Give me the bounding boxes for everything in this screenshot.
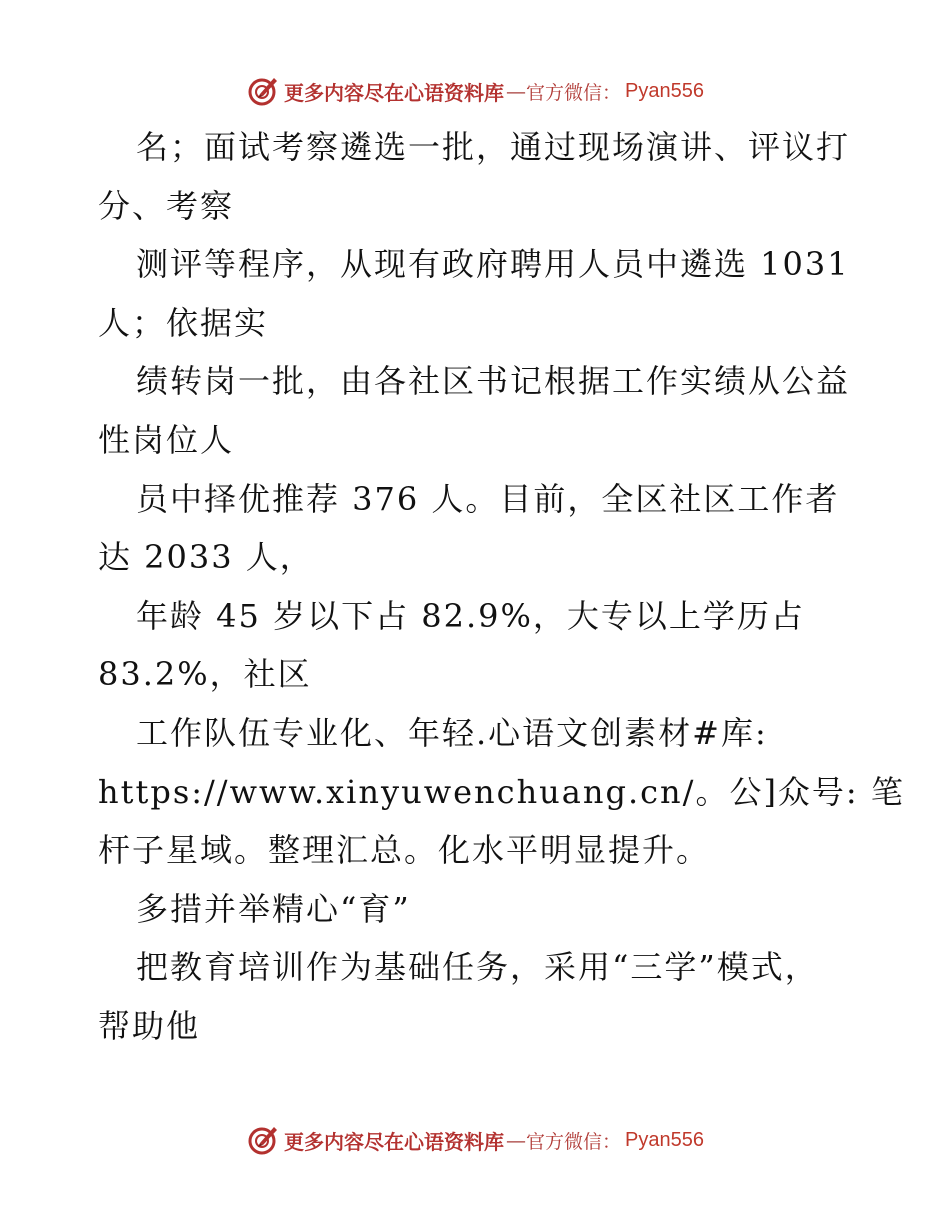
body-line: 员中择优推荐 376 人。目前，全区社区工作者	[136, 479, 840, 518]
document-body	[98, 118, 905, 1056]
body-line: 把教育培训作为基础任务，采用“三学”模式，	[136, 948, 819, 987]
footer-separator: —	[506, 1128, 524, 1152]
header-banner	[0, 71, 950, 111]
body-line: 达 2033 人，	[98, 538, 314, 577]
body-line: 人；依据实	[98, 303, 269, 342]
footer-banner	[0, 1120, 950, 1160]
brand-logo-icon	[246, 74, 280, 108]
section-heading: 多措并举精心“育”	[136, 889, 411, 928]
body-line: 83.2%，社区	[98, 655, 312, 694]
body-line: 杆子星域。整理汇总。化水平明显提升。	[98, 831, 711, 870]
brand-logo-icon	[246, 1123, 280, 1157]
body-line: 测评等程序，从现有政府聘用人员中遴选 1031	[136, 245, 850, 284]
body-line: 年龄 45 岁以下占 82.9%，大专以上学历占	[136, 596, 805, 635]
body-line: 帮助他	[98, 1006, 201, 1045]
footer-wechat-label: 官方微信：	[526, 1130, 622, 1153]
header-site-text: 更多内容尽在心语资料库	[284, 80, 504, 105]
header-separator: —	[506, 79, 524, 103]
header-wechat-id: Pyan556	[625, 79, 704, 102]
body-line: 绩转岗一批，由各社区书记根据工作实绩从公益	[136, 362, 851, 401]
body-line: 名；面试考察遴选一批，通过现场演讲、评议打	[136, 128, 851, 166]
header-wechat-label: 官方微信：	[526, 81, 622, 104]
footer-wechat-id: Pyan556	[625, 1128, 704, 1151]
body-line: https://www.xinyuwenchuang.cn/。公]众号: 笔	[98, 772, 905, 811]
body-line: 分、考察	[98, 186, 235, 225]
body-line: 性岗位人	[98, 420, 235, 459]
footer-site-text: 更多内容尽在心语资料库	[284, 1129, 504, 1154]
body-line: 工作队伍专业化、年轻.心语文创素材#库:	[136, 713, 768, 752]
